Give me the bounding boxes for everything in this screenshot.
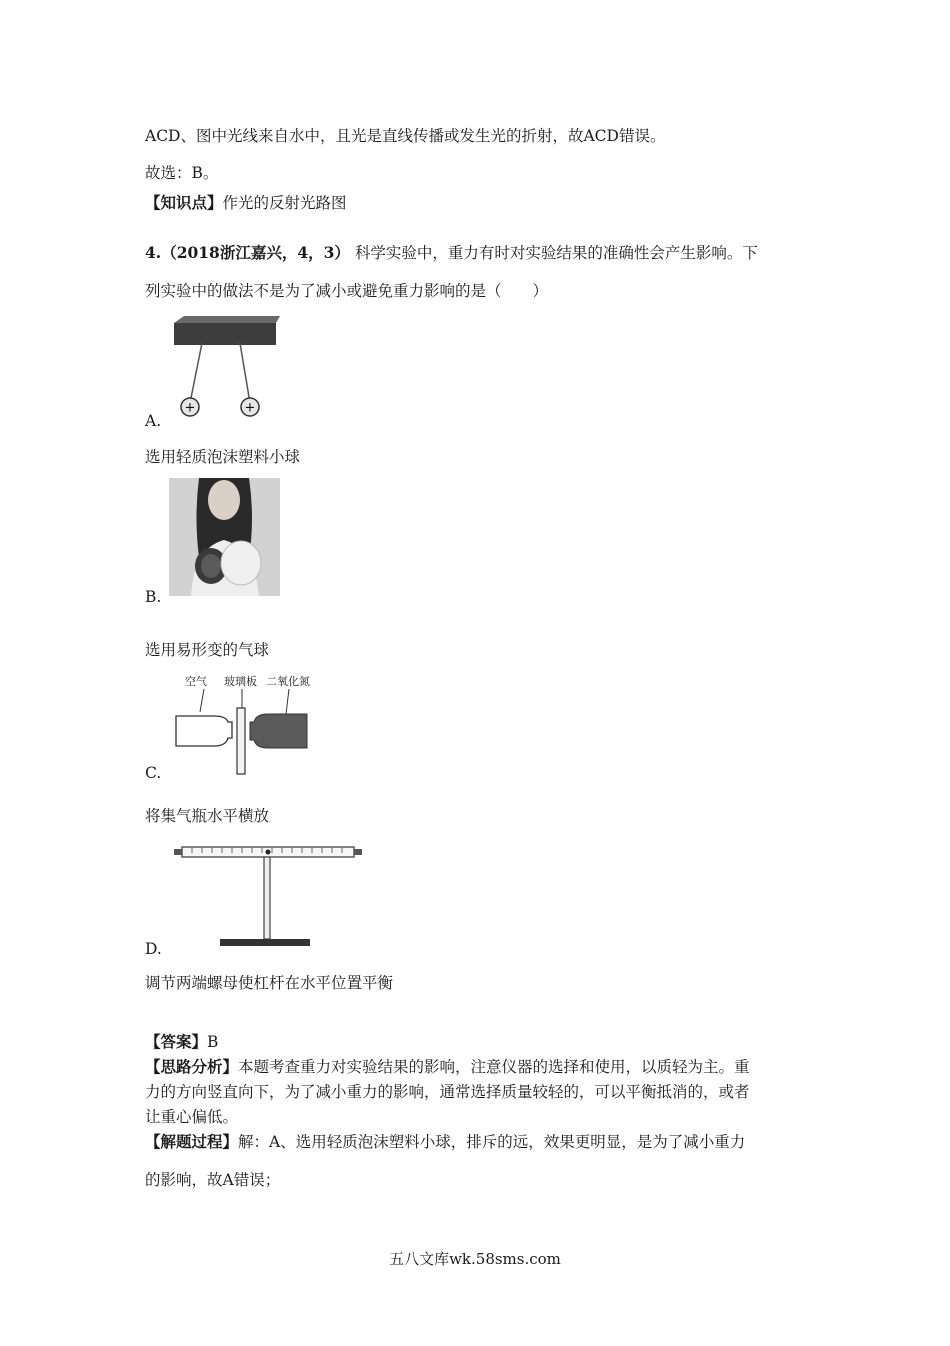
option-d-text: 调节两端螺母使杠杆在水平位置平衡 — [145, 974, 394, 992]
footer-watermark: 五八文库wk.58sms.com — [389, 1250, 561, 1268]
analysis-text-1: 本题考查重力对实验结果的影响，注意仪器的选择和使用，以质轻为主。重 — [238, 1058, 750, 1076]
analysis-line3: 让重心偏低。 — [145, 1108, 239, 1126]
option-b-label: B. — [145, 588, 162, 606]
stem-text-1: 科学实验中，重力有时对实验结果的准确性会产生影响。下 — [354, 244, 758, 262]
analysis-line1 — [145, 1057, 750, 1077]
process-line2: 的影响，故A错误； — [145, 1171, 281, 1189]
fig-label-air: 空气 — [185, 675, 207, 688]
analysis-tag: 【思路分析】 — [145, 1057, 239, 1076]
analysis-line2: 力的方向竖直向下，为了减小重力的影响，通常选择质量较轻的，可以平衡抵消的，或者 — [145, 1083, 750, 1101]
process-text-1: 解：A、选用轻质泡沫塑料小球，排斥的远，效果更明显，是为了减小重力 — [238, 1133, 746, 1151]
process-tag: 【解题过程】 — [145, 1132, 239, 1151]
knowledge-point-text: 作光的反射光路图 — [222, 194, 347, 212]
fig-label-no2: 二氧化氮 — [266, 675, 310, 688]
option-a-figure — [172, 313, 282, 418]
svg-text:+: + — [244, 400, 256, 416]
fig-label-glass: 玻璃板 — [224, 675, 257, 688]
question-stem-line1 — [145, 243, 758, 263]
option-c-text: 将集气瓶水平横放 — [145, 807, 270, 825]
knowledge-point — [145, 193, 347, 213]
knowledge-point-tag: 【知识点】 — [145, 193, 223, 212]
question-source: （2018浙江嘉兴，4，3） — [161, 243, 350, 262]
answer-value: B — [207, 1033, 219, 1051]
answer-tag: 【答案】 — [145, 1032, 208, 1051]
option-a-text: 选用轻质泡沫塑料小球 — [145, 448, 301, 466]
svg-text:+: + — [184, 400, 196, 416]
process-line1 — [145, 1132, 745, 1152]
question-stem-line2: 列实验中的做法不是为了减小或避免重力影响的是（ ） — [145, 282, 549, 300]
option-a-label: A. — [145, 412, 162, 430]
option-d-label: D. — [145, 940, 162, 958]
option-c-figure — [174, 672, 324, 777]
question-number: 4. — [145, 243, 162, 262]
option-d-figure — [172, 840, 362, 952]
option-b-text: 选用易形变的气球 — [145, 641, 270, 659]
answer-line — [145, 1032, 218, 1052]
analysis-tail: ACD、图中光线来自水中，且光是直线传播或发生光的折射，故ACD错误。 — [145, 127, 666, 145]
choice-line: 故选：B。 — [145, 164, 219, 182]
option-b-figure — [169, 478, 280, 596]
option-c-label: C. — [145, 764, 162, 782]
